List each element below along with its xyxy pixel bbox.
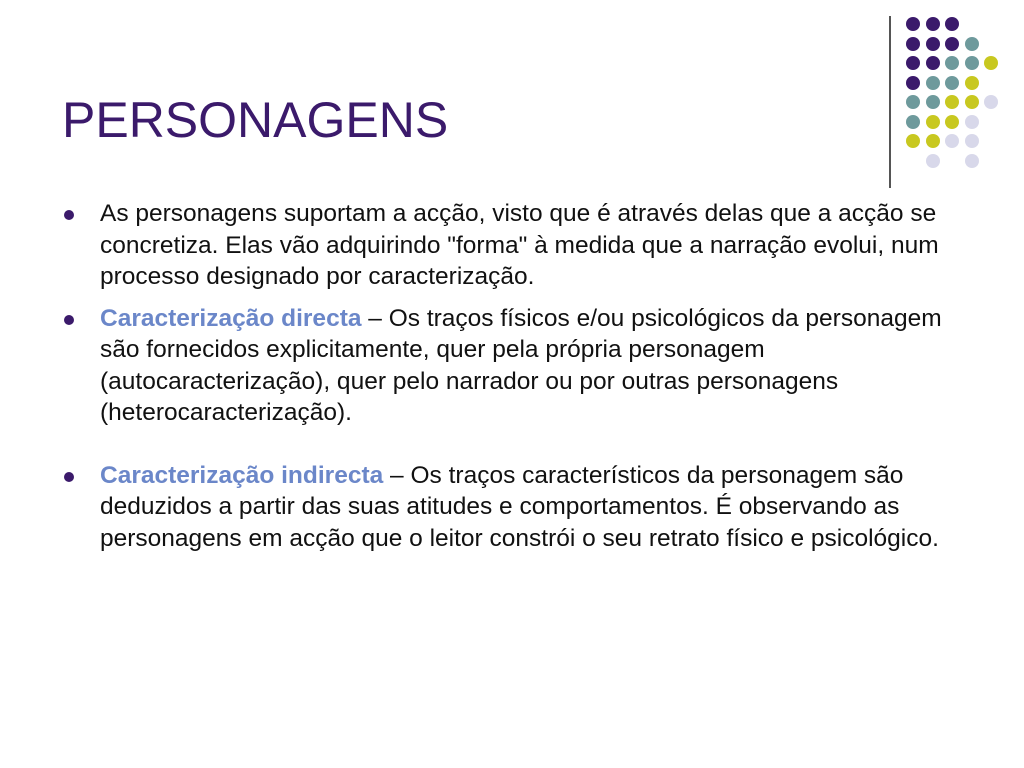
bullet-text: – Os traços físicos e/ou psicológicos da personagem são fornecidos explicitamente, quer pela própria personagem (autocaracterização), quer pelo narrador ou por outras personagens (heterocaracterização). — [100, 304, 942, 426]
decorative-dot — [906, 95, 920, 109]
decorative-dot — [906, 37, 920, 51]
bullet-term: Caracterização indirecta — [100, 461, 384, 489]
decorative-dot — [926, 17, 940, 31]
decorative-dot — [906, 56, 920, 70]
decorative-dot — [945, 76, 959, 90]
bullet-item-2 — [62, 303, 972, 429]
decorative-dot — [926, 154, 940, 168]
decorative-dot — [945, 134, 959, 148]
decorative-dot — [984, 56, 998, 70]
slide-title: PERSONAGENS — [62, 92, 449, 148]
decorative-dot — [926, 56, 940, 70]
bullet-dot-icon — [64, 472, 74, 482]
decorative-dot — [965, 37, 979, 51]
bullet-term: Caracterização directa — [100, 304, 362, 332]
decorative-dot — [945, 56, 959, 70]
decorative-dot — [906, 76, 920, 90]
decorative-dot — [926, 76, 940, 90]
decorative-dot — [926, 37, 940, 51]
bullet-item-3 — [62, 460, 972, 555]
bullet-text: – Os traços característicos da personagem são deduzidos a partir das suas atitudes e comportamentos. É observando as personagens em acção que o leitor constrói o seu retrato físico e psicológico. — [100, 461, 939, 552]
decorative-dot — [926, 95, 940, 109]
decorative-dot — [906, 17, 920, 31]
bullet-text: As personagens suportam a acção, visto que é através delas que a acção se concretiza. Elas vão adquirindo "forma" à medida que a narração evolui, num processo designado por caracterização. — [100, 200, 939, 290]
decorative-dot — [965, 154, 979, 168]
bullet-dot-icon — [64, 315, 74, 325]
bullet-dot-icon — [64, 210, 74, 220]
decorative-dot — [945, 95, 959, 109]
bullet-item-1 — [62, 198, 972, 293]
decorative-dot — [945, 17, 959, 31]
decorative-dot — [965, 134, 979, 148]
decorative-dot — [965, 115, 979, 129]
decorative-dot — [945, 115, 959, 129]
decorative-dot — [984, 95, 998, 109]
decorative-dot — [945, 37, 959, 51]
bullet-list — [62, 198, 972, 554]
decorative-dot — [906, 115, 920, 129]
decorative-divider-line — [889, 16, 891, 188]
decorative-dot — [926, 134, 940, 148]
decorative-dot — [965, 56, 979, 70]
decorative-dot — [965, 95, 979, 109]
decorative-dot — [906, 134, 920, 148]
decorative-dot — [926, 115, 940, 129]
decorative-dot — [965, 76, 979, 90]
